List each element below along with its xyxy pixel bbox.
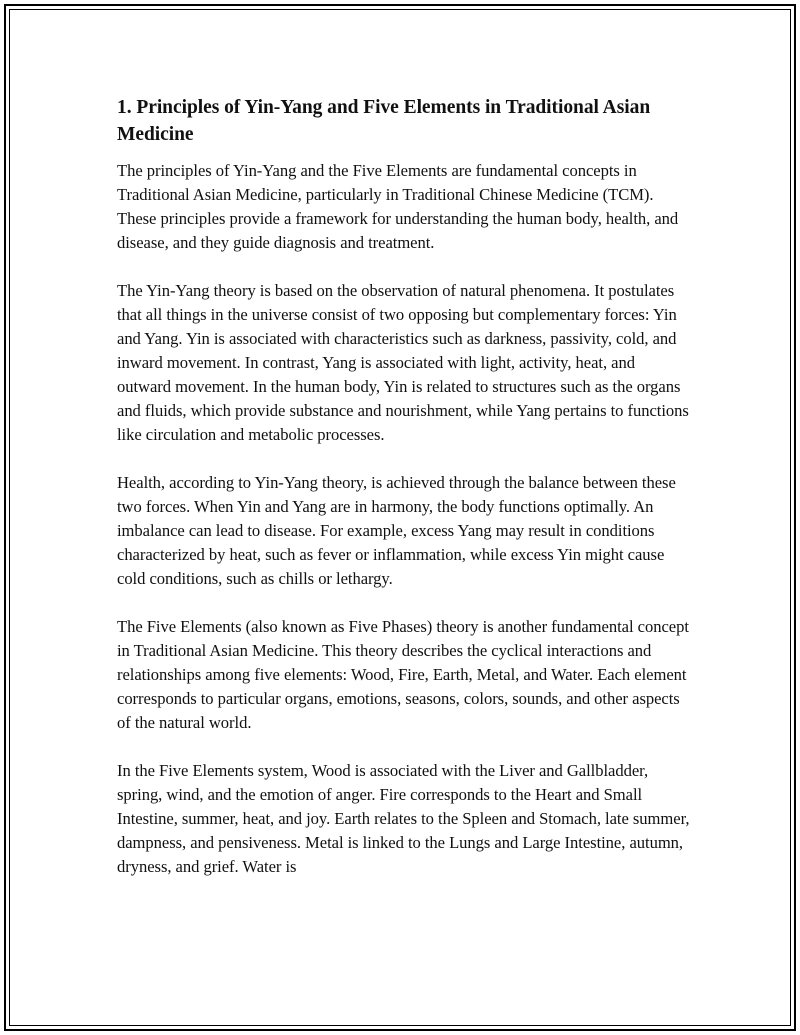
paragraph-five-elements-system: In the Five Elements system, Wood is associated with the Liver and Gallbladder, spring, wind, and the emotion of anger. Fire corresponds to the Heart and Small Intestine, summer, heat, and joy. Earth relates to the Spleen and Stomach, late summer, dampness, and pensiveness. Metal is linked to the Lungs and Large Intestine, autumn, dryness, and grief. Water is (117, 761, 690, 876)
paragraph-intro: The principles of Yin-Yang and the Five Elements are fundamental concepts in Traditional Asian Medicine, particularly in Traditional Chinese Medicine (TCM). These principles provide a framework for understanding the human body, health, and disease, and they guide diagnosis and treatment. (117, 161, 679, 252)
document-body (117, 94, 691, 879)
section-title: 1. Principles of Yin-Yang and Five Elements in Traditional Asian Medicine (117, 97, 651, 145)
paragraph-health-balance: Health, according to Yin-Yang theory, is achieved through the balance between these two forces. When Yin and Yang are in harmony, the body functions optimally. An imbalance can lead to disease. For example, excess Yang may result in conditions characterized by heat, such as fever or inflammation, while excess Yin might cause cold conditions, such as chills or lethargy. (117, 473, 676, 588)
paragraph-five-elements-theory: The Five Elements (also known as Five Phases) theory is another fundamental concept in Traditional Asian Medicine. This theory describes the cyclical interactions and relationships among five elements: Wood, Fire, Earth, Metal, and Water. Each element corresponds to particular organs, emotions, seasons, colors, sounds, and other aspects of the natural world. (117, 617, 689, 732)
paragraph-yin-yang-theory: The Yin-Yang theory is based on the observation of natural phenomena. It postulates that all things in the universe consist of two opposing but complementary forces: Yin and Yang. Yin is associated with characteristics such as darkness, passivity, cold, and inward movement. In contrast, Yang is associated with light, activity, heat, and outward movement. In the human body, Yin is related to structures such as the organs and fluids, which provide substance and nourishment, while Yang pertains to functions like circulation and metabolic processes. (117, 281, 689, 444)
